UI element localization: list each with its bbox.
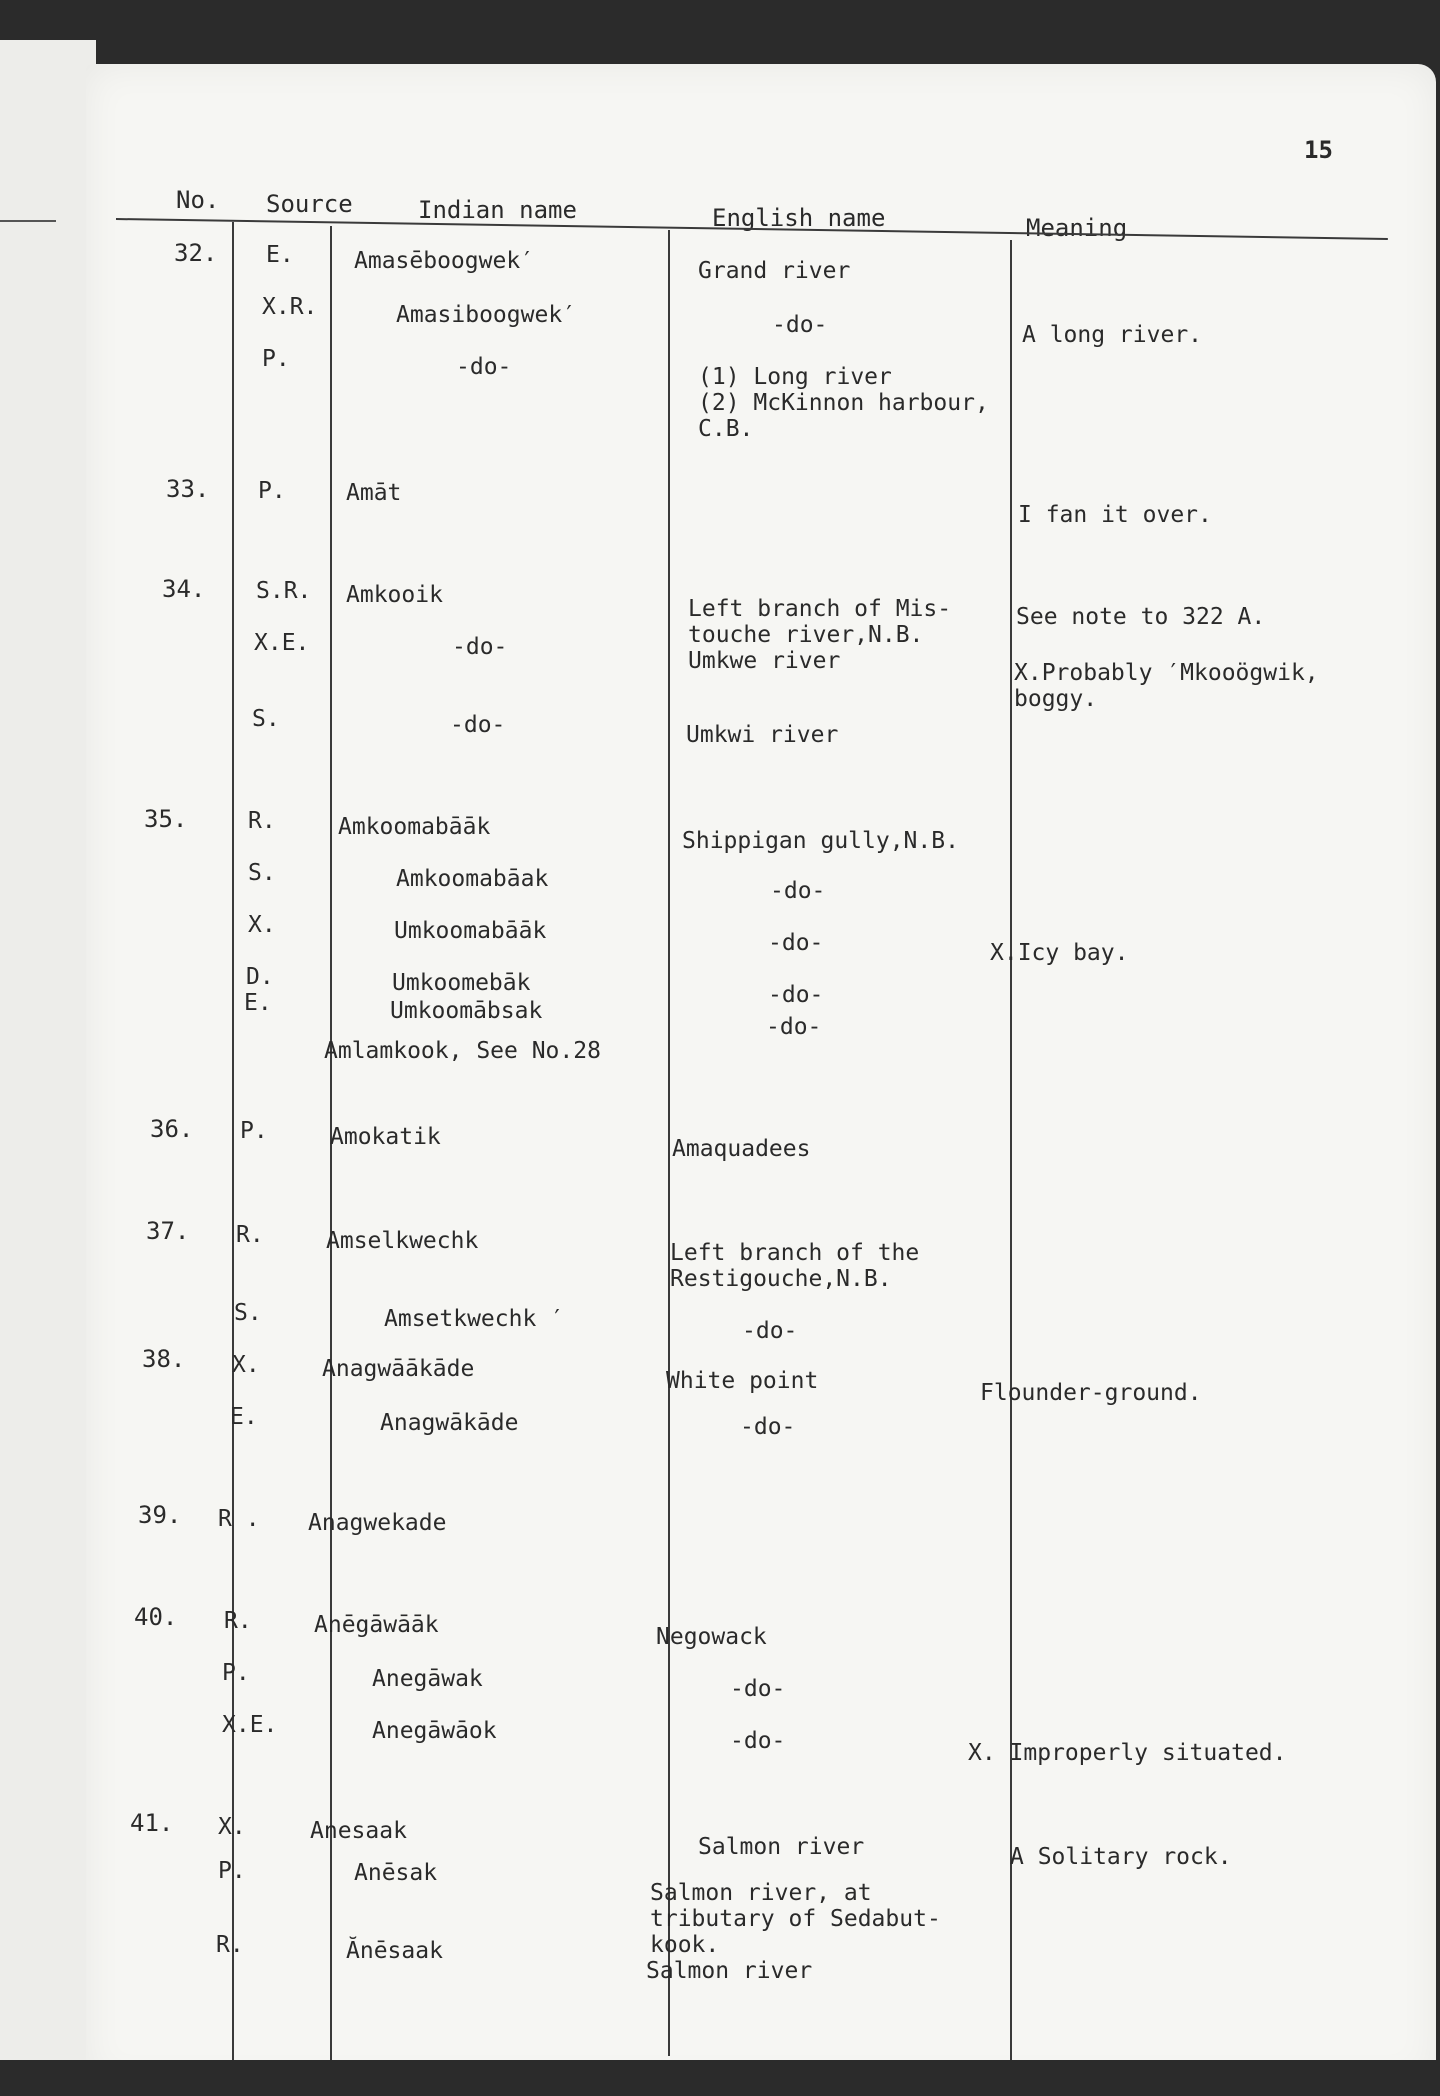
scan-border (0, 2060, 1440, 2096)
english-name: -do- (770, 878, 826, 904)
entry-number: 32. (174, 239, 218, 267)
english-name: (1) Long river (2) McKinnon harbour, C.B. (698, 364, 989, 442)
entry-number: 38. (142, 1345, 186, 1373)
english-name: Left branch of the Restigouche,N.B. (670, 1240, 920, 1292)
entry-source: P. (222, 1660, 250, 1686)
indian-name: Anagwekade (308, 1510, 447, 1536)
entry-source: X.E. (222, 1712, 278, 1738)
english-name: Shippigan gully,N.B. (682, 828, 959, 854)
entry-number: 33. (166, 475, 210, 503)
english-name: Salmon river (698, 1834, 865, 1860)
english-name: White point (666, 1368, 819, 1394)
indian-name: Amasēboogwek′ (354, 248, 535, 274)
english-name: -do- (772, 312, 828, 338)
meaning: I fan it over. (1018, 502, 1212, 528)
header-no: No. (176, 186, 220, 214)
indian-name: -do- (450, 712, 506, 738)
indian-name: -do- (452, 634, 508, 660)
entry-source: E. (230, 1404, 258, 1430)
indian-name: Amāt (346, 480, 402, 506)
entry-source: R . (218, 1506, 260, 1532)
entry-source: P. (218, 1858, 246, 1884)
indian-name: Amasiboogwek′ (396, 302, 577, 328)
entry-source: P. (262, 346, 290, 372)
indian-name: Umkoomebāk (392, 970, 531, 996)
header-source: Source (266, 190, 353, 218)
entry-source: P. (240, 1118, 268, 1144)
indian-name: Amselkwechk (326, 1228, 479, 1254)
column-divider-english (1010, 240, 1012, 2068)
entry-number: 39. (138, 1501, 182, 1529)
indian-name: Umkoomabāāk (394, 918, 547, 944)
indian-name: Amkooik (346, 582, 443, 608)
indian-name: Anesaak (310, 1818, 407, 1844)
meaning: See note to 322 A. (1016, 604, 1266, 630)
column-divider-no (232, 222, 234, 2066)
meaning: A Solitary rock. (1010, 1844, 1232, 1870)
indian-name: -do- (456, 354, 512, 380)
indian-name: Anēgāwāāk (314, 1612, 439, 1638)
header-english-name: English name (712, 204, 886, 232)
indian-name: Amkoomabāak (396, 866, 549, 892)
previous-page-edge (0, 40, 96, 2080)
entry-source: S. (248, 860, 276, 886)
entry-source: P. (258, 478, 286, 504)
entry-source: E. (244, 990, 272, 1016)
entry-number: 40. (134, 1603, 178, 1631)
english-name: Amaquadees (672, 1136, 811, 1162)
entry-number: 36. (150, 1115, 194, 1143)
entry-source: R. (248, 808, 276, 834)
entry-source: X. (218, 1814, 246, 1840)
header-meaning: Meaning (1026, 214, 1128, 242)
entry-source: S. (234, 1300, 262, 1326)
english-name: Salmon river, at tributary of Sedabut- kook. (650, 1880, 941, 1958)
entry-source: S. (252, 706, 280, 732)
english-name: -do- (768, 982, 824, 1008)
indian-name: Anegāwāok (372, 1718, 497, 1744)
column-divider-indian (668, 230, 670, 2056)
indian-name: Umkoomābsak (390, 998, 543, 1024)
meaning: X. Improperly situated. (968, 1740, 1287, 1766)
entry-number: 34. (162, 575, 206, 603)
entry-source: R. (236, 1222, 264, 1248)
english-name: Grand river (698, 258, 851, 284)
header-indian-name: Indian name (418, 196, 577, 224)
english-name: -do- (742, 1318, 798, 1344)
indian-name: Amokatik (330, 1124, 441, 1150)
english-name: -do- (766, 1014, 822, 1040)
meaning: Flounder-ground. (980, 1380, 1202, 1406)
entry-number: 37. (146, 1217, 190, 1245)
entry-source: R. (224, 1608, 252, 1634)
english-name: -do- (730, 1676, 786, 1702)
english-name: Salmon river (646, 1958, 813, 1984)
indian-name: Amlamkook, See No.28 (324, 1038, 601, 1064)
entry-source: X. (232, 1352, 260, 1378)
english-name: Umkwi river (686, 722, 839, 748)
indian-name: Anagwākāde (380, 1410, 519, 1436)
entry-source: X. (248, 912, 276, 938)
indian-name: Amkoomabāāk (338, 814, 491, 840)
entry-source: S.R. (256, 578, 312, 604)
meaning: A long river. (1022, 322, 1203, 348)
indian-name: Anagwāākāde (322, 1356, 475, 1382)
page-number: 15 (1304, 136, 1333, 164)
meaning: X.Icy bay. (990, 940, 1129, 966)
entry-source: D. (246, 964, 274, 990)
indian-name: Anegāwak (372, 1666, 483, 1692)
entry-source: R. (216, 1932, 244, 1958)
english-name: -do- (768, 930, 824, 956)
english-name: -do- (730, 1728, 786, 1754)
indian-name: Amsetkwechk ′ (384, 1306, 565, 1332)
indian-name: Ănēsaak (346, 1938, 443, 1964)
english-name: -do- (740, 1414, 796, 1440)
entry-source: E. (266, 242, 294, 268)
entry-number: 35. (144, 805, 188, 833)
meaning: X.Probably ′Mkooögwik, boggy. (1014, 660, 1319, 712)
entry-source: X.E. (254, 630, 310, 656)
english-name: Negowack (656, 1624, 767, 1650)
english-name: Left branch of Mis- touche river,N.B. Umkwe river (688, 596, 952, 674)
previous-page-rule (0, 220, 56, 222)
indian-name: Anēsak (354, 1860, 438, 1886)
entry-source: X.R. (262, 294, 318, 320)
column-divider-source (330, 226, 332, 2076)
entry-number: 41. (130, 1809, 174, 1837)
